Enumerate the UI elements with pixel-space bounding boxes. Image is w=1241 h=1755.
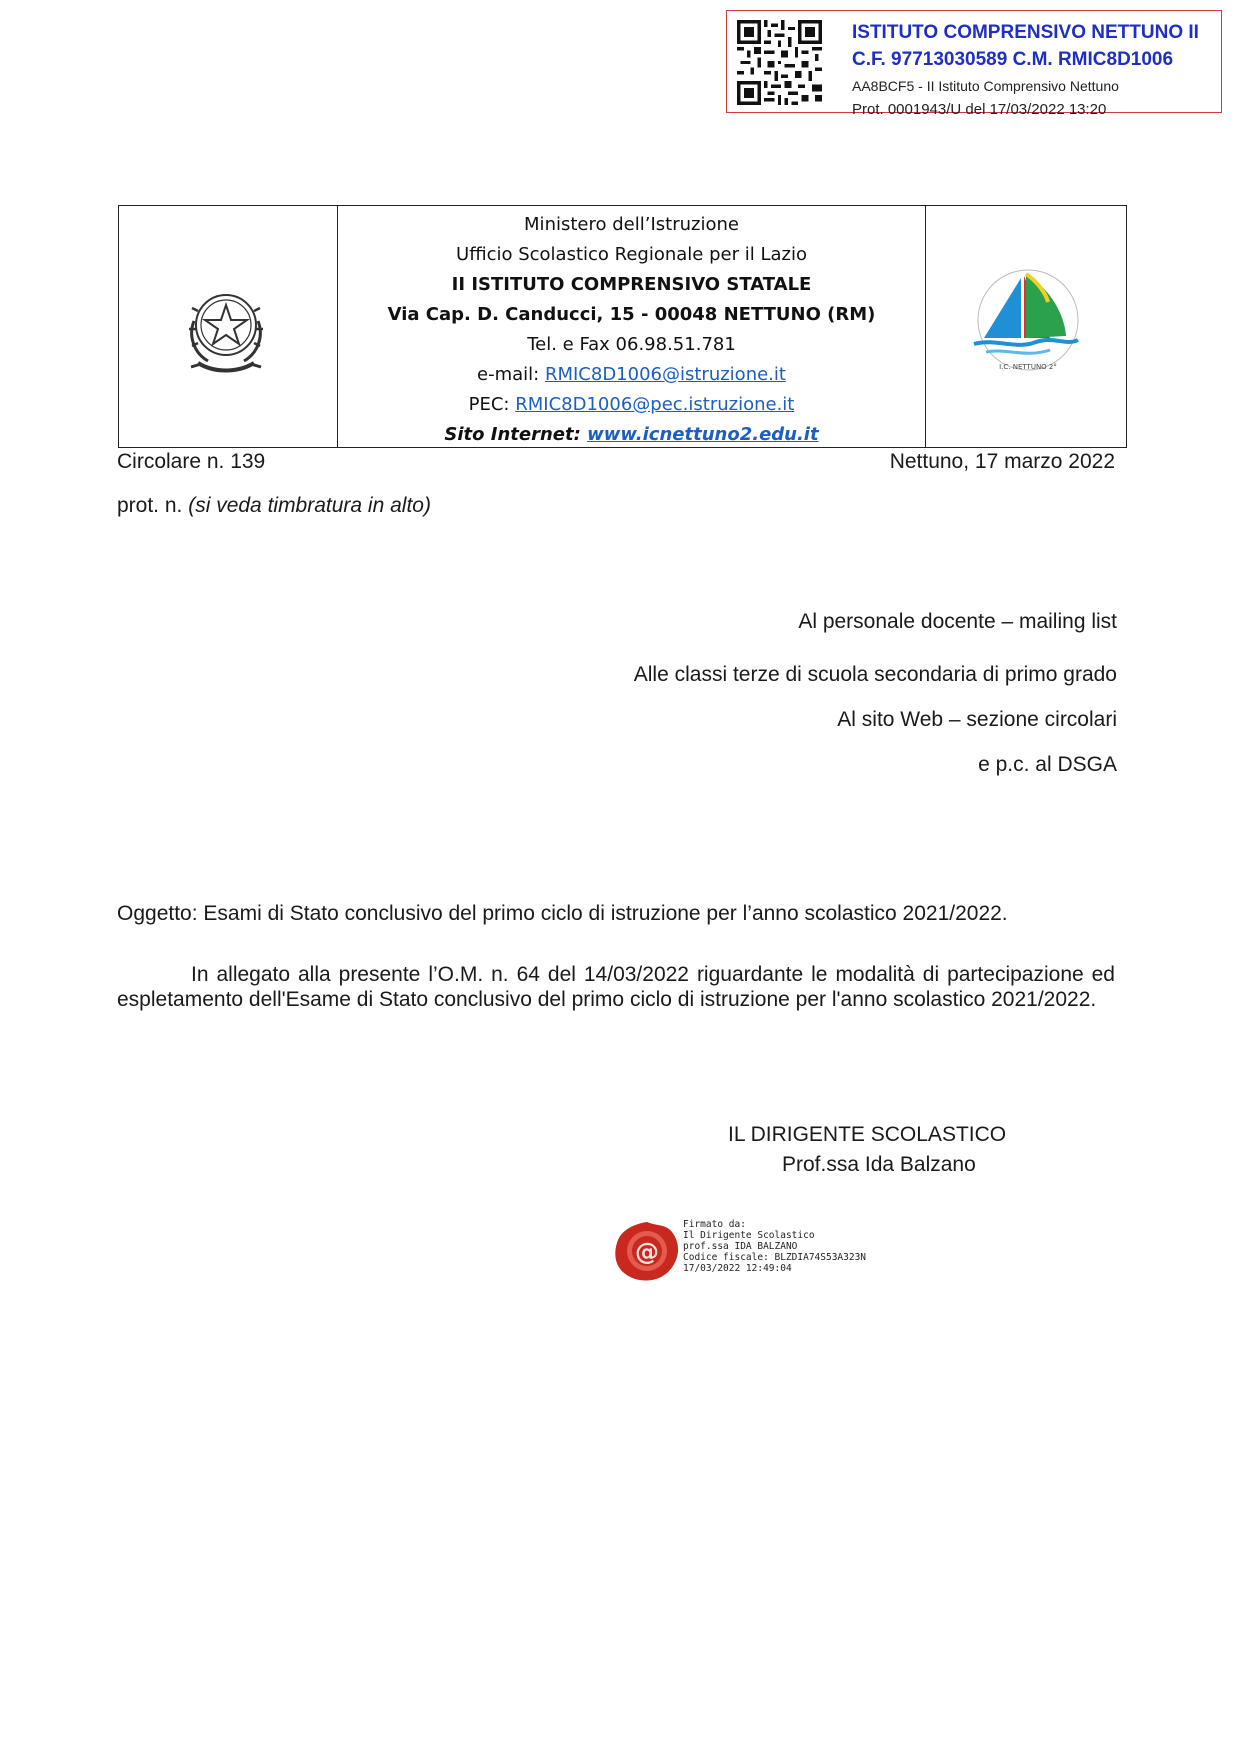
sig-line-2: Il Dirigente Scolastico [683,1230,815,1241]
pec-link[interactable]: RMIC8D1006@pec.istruzione.it [515,394,795,415]
protocol-note: (si veda timbratura in alto) [188,494,431,517]
email-line [338,360,925,390]
signature-title: IL DIRIGENTE SCOLASTICO [728,1123,1007,1146]
recipient-website: Al sito Web – sezione circolari [837,708,1117,731]
svg-text:@: @ [635,1238,659,1266]
recipient-teachers: Al personale docente – mailing list [798,610,1117,633]
letterhead-right-cell [925,206,1126,447]
recipient-dsga: e p.c. al DSGA [978,753,1117,776]
circular-number: Circolare n. 139 [117,450,266,473]
email-label: e-mail: [477,364,545,385]
stamp-aoo: AA8BCF5 - II Istituto Comprensivo Nettuno [852,78,1119,94]
digital-signature-seal-icon [612,1220,682,1282]
school-phone: Tel. e Fax 06.98.51.781 [527,334,736,355]
pec-label: PEC: [468,394,516,415]
stamp-protocol: Prot. 0001943/U del 17/03/2022 13:20 [852,101,1107,118]
stamp-codes: C.F. 97713030589 C.M. RMIC8D1006 [852,49,1174,70]
email-link[interactable]: RMIC8D1006@istruzione.it [544,364,786,385]
pec-line [338,390,925,420]
sig-line-3: prof.ssa IDA BALZANO [683,1241,798,1252]
circular-date: Nettuno, 17 marzo 2022 [889,450,1115,473]
ministry-name: Ministero dell’Istruzione [524,214,739,235]
site-line [338,420,925,450]
school-name: II ISTITUTO COMPRENSIVO STATALE [451,274,812,295]
school-address: Via Cap. D. Canducci, 15 - 00048 NETTUNO (RM) [387,304,876,325]
signature-name: Prof.ssa Ida Balzano [782,1153,976,1176]
sig-line-1: Firmato da: [683,1219,746,1230]
digital-signature-details [683,1219,866,1274]
recipient-classes: Alle classi terze di scuola secondaria di primo grado [633,663,1117,686]
school-sailboat-logo-icon [966,268,1086,378]
sig-line-5: 17/03/2022 12:49:04 [683,1263,792,1274]
italian-republic-emblem-icon [172,281,280,381]
regional-office: Ufficio Scolastico Regionale per il Lazio [456,244,807,265]
letterhead-table [118,205,1127,448]
subject-line: Oggetto: Esami di Stato conclusivo del primo ciclo di istruzione per l’anno scolastico 2021/2022. [117,902,1008,925]
letterhead-left-cell [119,206,338,447]
letterhead-center [338,210,925,450]
protocol-reference [117,494,431,518]
logo-text: I.C. NETTUNO 2° [999,363,1057,371]
site-label: Sito Internet: [444,424,588,445]
protocol-label: prot. n. [117,494,189,517]
sig-line-4: Codice fiscale: BLZDIA74S53A323N [683,1252,867,1263]
protocol-stamp [726,10,1222,118]
site-link[interactable]: www.icnettuno2.edu.it [587,424,819,445]
body-paragraph: In allegato alla presente l’O.M. n. 64 del 14/03/2022 riguardante le modalità di partecipazione ed espletamento dell'Esame di Stato conclusivo del primo ciclo di istruzione per l'anno scolastico 2021/2022. [117,963,1115,1011]
qr-code-icon [737,20,822,105]
stamp-institute: ISTITUTO COMPRENSIVO NETTUNO II [852,22,1199,43]
